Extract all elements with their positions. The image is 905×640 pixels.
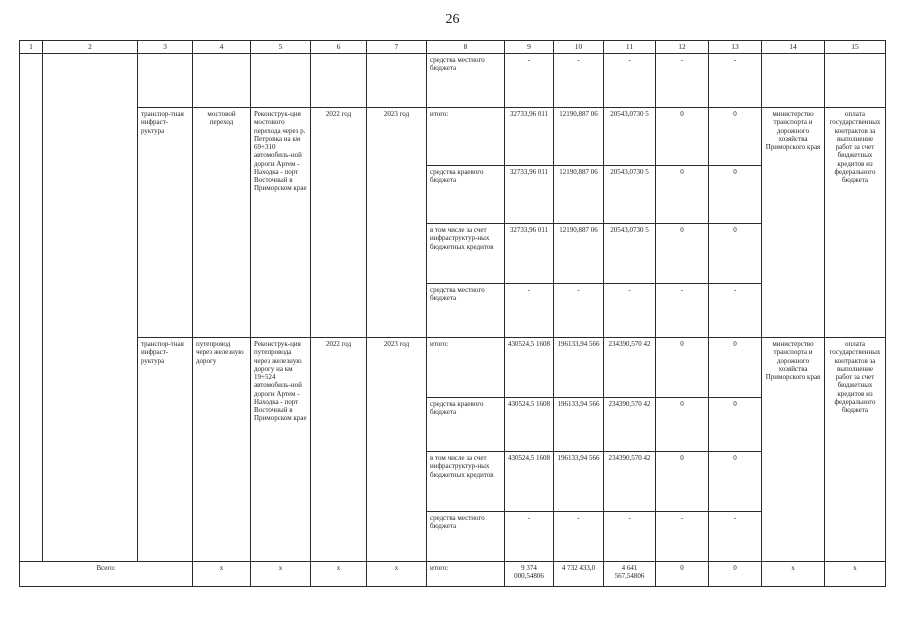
x-mark: x bbox=[311, 562, 367, 587]
column-number-row bbox=[20, 41, 886, 54]
value-cell: 0 bbox=[656, 108, 709, 166]
infrastructure-type: транспор-тная инфраст-руктура bbox=[138, 108, 193, 338]
total-row bbox=[20, 562, 886, 587]
value-cell: - bbox=[554, 54, 604, 108]
value-cell: 0 bbox=[709, 398, 762, 452]
value-cell: 4 641 567,54806 bbox=[604, 562, 656, 587]
x-mark: x bbox=[367, 562, 427, 587]
funding-source: в том числе за счет инфраструктур-ных бюджетных кредитов bbox=[427, 452, 505, 512]
value-cell: 4 732 433,0 bbox=[554, 562, 604, 587]
value-cell: - bbox=[505, 284, 554, 338]
value-cell: - bbox=[554, 284, 604, 338]
responsible-organization: министерство транспорта и дорожного хозяйства Приморского края bbox=[762, 338, 825, 562]
value-cell: 0 bbox=[656, 166, 709, 224]
col-number: 12 bbox=[656, 41, 709, 54]
value-cell: - bbox=[709, 284, 762, 338]
value-cell: 32733,96 011 bbox=[505, 108, 554, 166]
x-mark: x bbox=[251, 562, 311, 587]
value-cell: - bbox=[604, 54, 656, 108]
table-row bbox=[20, 108, 886, 166]
value-cell: - bbox=[656, 284, 709, 338]
value-cell: 0 bbox=[709, 224, 762, 284]
col-number: 1 bbox=[20, 41, 43, 54]
page-number: 26 bbox=[445, 12, 460, 27]
col-number: 10 bbox=[554, 41, 604, 54]
budget-table bbox=[19, 40, 886, 587]
x-mark: x bbox=[825, 562, 886, 587]
empty-cell bbox=[762, 54, 825, 108]
col-number: 5 bbox=[251, 41, 311, 54]
funding-source: средства местного бюджета bbox=[427, 284, 505, 338]
col-number: 9 bbox=[505, 41, 554, 54]
value-cell: 430524,5 1608 bbox=[505, 338, 554, 398]
year-start: 2022 год bbox=[311, 108, 367, 338]
col-number: 2 bbox=[43, 41, 138, 54]
empty-cell bbox=[251, 54, 311, 108]
value-cell: 0 bbox=[656, 224, 709, 284]
empty-cell bbox=[311, 54, 367, 108]
empty-cell bbox=[43, 54, 138, 562]
value-cell: - bbox=[656, 54, 709, 108]
value-cell: 234390,570 42 bbox=[604, 398, 656, 452]
value-cell: 234390,570 42 bbox=[604, 338, 656, 398]
funding-source: итого: bbox=[427, 562, 505, 587]
value-cell: 234390,570 42 bbox=[604, 452, 656, 512]
col-number: 15 bbox=[825, 41, 886, 54]
value-cell: 12190,887 06 bbox=[554, 224, 604, 284]
value-cell: 196133,94 566 bbox=[554, 398, 604, 452]
funding-source: итого: bbox=[427, 338, 505, 398]
funding-source: итого: bbox=[427, 108, 505, 166]
x-mark: x bbox=[193, 562, 251, 587]
funding-source: средства краевого бюджета bbox=[427, 166, 505, 224]
col-number: 3 bbox=[138, 41, 193, 54]
funding-source: средства краевого бюджета bbox=[427, 398, 505, 452]
infrastructure-type: транспор-тная инфраст-руктура bbox=[138, 338, 193, 562]
value-cell: 0 bbox=[709, 452, 762, 512]
year-start: 2022 год bbox=[311, 338, 367, 562]
project-name: Реконструк-ция мостового перехода через р. Петровка на км 69+310 автомобиль-ной дороги Артем - Находка - порт Восточный в Приморском крае bbox=[251, 108, 311, 338]
value-cell: - bbox=[604, 512, 656, 562]
value-cell: 0 bbox=[709, 108, 762, 166]
value-cell: 0 bbox=[709, 562, 762, 587]
value-cell: 12190,887 06 bbox=[554, 108, 604, 166]
responsible-organization: министерство транспорта и дорожного хозяйства Приморского края bbox=[762, 108, 825, 338]
object-type: мостовой переход bbox=[193, 108, 251, 338]
value-cell: 0 bbox=[656, 338, 709, 398]
empty-cell bbox=[20, 54, 43, 562]
empty-cell bbox=[367, 54, 427, 108]
value-cell: - bbox=[709, 512, 762, 562]
year-end: 2023 год bbox=[367, 338, 427, 562]
value-cell: - bbox=[505, 512, 554, 562]
funding-source: средства местного бюджета bbox=[427, 512, 505, 562]
value-cell: - bbox=[656, 512, 709, 562]
value-cell: 32733,96 011 bbox=[505, 166, 554, 224]
value-cell: 0 bbox=[709, 338, 762, 398]
funding-source: в том числе за счет инфраструктур-ных бюджетных кредитов bbox=[427, 224, 505, 284]
payment-purpose: оплата государственных контрактов за выполнение работ за счет бюджетных кредитов из федерального бюджета bbox=[825, 108, 886, 338]
col-number: 14 bbox=[762, 41, 825, 54]
document-sheet bbox=[19, 40, 885, 586]
col-number: 7 bbox=[367, 41, 427, 54]
col-number: 6 bbox=[311, 41, 367, 54]
col-number: 11 bbox=[604, 41, 656, 54]
value-cell: 20543,0730 5 bbox=[604, 108, 656, 166]
value-cell: 196133,94 566 bbox=[554, 338, 604, 398]
col-number: 4 bbox=[193, 41, 251, 54]
value-cell: 32733,96 011 bbox=[505, 224, 554, 284]
value-cell: 430524,5 1608 bbox=[505, 452, 554, 512]
value-cell: 20543,0730 5 bbox=[604, 224, 656, 284]
empty-cell bbox=[825, 54, 886, 108]
project-name: Реконструк-ция путепровода через железную дорогу на км 19+524 автомобиль-ной дороги Артем - Находка - порт Восточный в Приморском крае bbox=[251, 338, 311, 562]
x-mark: x bbox=[762, 562, 825, 587]
value-cell: 0 bbox=[656, 398, 709, 452]
value-cell: 0 bbox=[656, 562, 709, 587]
value-cell: 0 bbox=[709, 166, 762, 224]
empty-cell bbox=[138, 54, 193, 108]
value-cell: - bbox=[554, 512, 604, 562]
value-cell: 9 374 000,54806 bbox=[505, 562, 554, 587]
col-number: 13 bbox=[709, 41, 762, 54]
value-cell: 196133,94 566 bbox=[554, 452, 604, 512]
value-cell: - bbox=[709, 54, 762, 108]
funding-source: средства местного бюджета bbox=[427, 54, 505, 108]
year-end: 2023 год bbox=[367, 108, 427, 338]
table-row bbox=[20, 338, 886, 398]
value-cell: - bbox=[505, 54, 554, 108]
value-cell: 20543,0730 5 bbox=[604, 166, 656, 224]
col-number: 8 bbox=[427, 41, 505, 54]
value-cell: 12190,887 06 bbox=[554, 166, 604, 224]
value-cell: 430524,5 1608 bbox=[505, 398, 554, 452]
table-row bbox=[20, 54, 886, 108]
total-label: Всего: bbox=[20, 562, 193, 587]
value-cell: - bbox=[604, 284, 656, 338]
value-cell: 0 bbox=[656, 452, 709, 512]
payment-purpose: оплата государственных контрактов за выполнение работ за счет бюджетных кредитов из федерального бюджета bbox=[825, 338, 886, 562]
empty-cell bbox=[193, 54, 251, 108]
object-type: путепровод через железную дорогу bbox=[193, 338, 251, 562]
